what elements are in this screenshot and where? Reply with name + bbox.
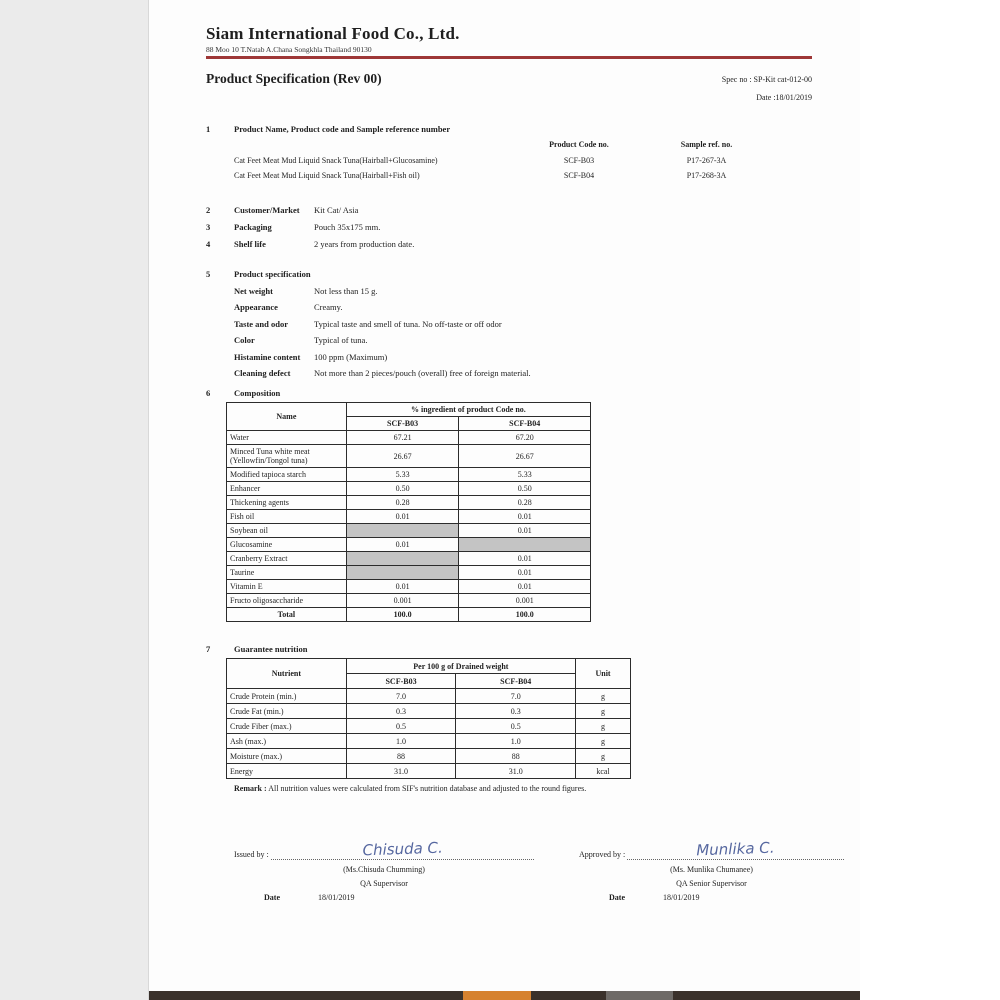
ingredient-value-na [346, 552, 459, 566]
product-name: Cat Feet Meat Mud Liquid Snack Tuna(Hairball+Fish oil) [234, 171, 420, 181]
background-left-margin [0, 0, 148, 1000]
ingredient-value-na [346, 566, 459, 580]
approved-by-block [579, 833, 844, 902]
table-row [227, 689, 631, 704]
nutrient-value: 0.3 [456, 704, 576, 719]
nutrient-value: 0.5 [456, 719, 576, 734]
footer-color-bar [149, 991, 860, 1000]
remark-label: Remark : [234, 784, 267, 794]
footer-bar-gray-segment [606, 991, 673, 1000]
spec-row [234, 302, 860, 312]
ingredient-name: Glucosamine [227, 538, 347, 552]
signature-line [271, 833, 534, 860]
date-label: Date [264, 893, 280, 903]
product-code: SCF-B03 [563, 156, 595, 166]
nutrient-unit: g [576, 719, 631, 734]
total-value: 100.0 [346, 608, 459, 622]
signature-area [206, 833, 860, 902]
nutrient-name: Ash (max.) [227, 734, 347, 749]
composition-col-scfb04: SCF-B04 [459, 417, 591, 431]
nutrient-name: Crude Fiber (max.) [227, 719, 347, 734]
ingredient-value: 0.01 [459, 510, 591, 524]
ingredient-value: 67.21 [346, 431, 459, 445]
issued-name: (Ms.Chisuda Chumming) [343, 865, 425, 875]
ingredient-value: 0.28 [459, 496, 591, 510]
letterhead-rule [206, 56, 812, 59]
ingredient-name: Fish oil [227, 510, 347, 524]
nutrition-table [226, 658, 631, 779]
nutrient-value: 31.0 [456, 764, 576, 779]
section-number: 2 [206, 205, 211, 216]
spec-value: Not more than 2 pieces/pouch (overall) free of foreign material. [314, 368, 531, 379]
nutrient-unit: g [576, 734, 631, 749]
nutrient-name: Crude Fat (min.) [227, 704, 347, 719]
section-product-names [206, 124, 860, 183]
approved-by-label: Approved by : [579, 850, 626, 860]
page-title: Product Specification (Rev 00) [206, 71, 382, 86]
issued-role: QA Supervisor [360, 878, 408, 888]
remark-text: All nutrition values were calculated from SIF's nutrition database and adjusted to the round figures. [268, 784, 587, 794]
spec-value: Typical taste and smell of tuna. No off-taste or off odor [314, 318, 502, 329]
ingredient-value: 0.01 [459, 580, 591, 594]
approved-signature: Munlika C. [696, 838, 775, 860]
spec-value: Typical of tuna. [314, 335, 368, 346]
document-page [148, 0, 860, 1000]
section-title: Composition [234, 388, 281, 399]
approved-name: (Ms. Munlika Chumanee) [670, 865, 753, 875]
table-row [227, 552, 591, 566]
table-row [227, 468, 591, 482]
section-title: Product Name, Product code and Sample reference number [234, 124, 451, 135]
nutrient-name: Crude Protein (min.) [227, 689, 347, 704]
nutrient-name: Moisture (max.) [227, 749, 347, 764]
section-product-specification [206, 269, 860, 378]
issued-by-label: Issued by : [234, 850, 269, 860]
nutrition-span-header: Per 100 g of Drained weight [346, 659, 575, 674]
total-value: 100.0 [459, 608, 591, 622]
issued-signature: Chisuda C. [361, 838, 443, 860]
ingredient-value: 0.01 [346, 510, 459, 524]
ingredient-value-na [459, 538, 591, 552]
ingredient-value: 0.001 [459, 594, 591, 608]
section-customer-market [206, 205, 860, 215]
spec-label: Appearance [234, 302, 278, 313]
letterhead [206, 24, 812, 106]
spec-label: Color [234, 335, 255, 346]
company-address: 88 Moo 10 T.Natab A.Chana Songkhla Thailand 90130 [206, 45, 372, 54]
composition-span-header: % ingredient of product Code no. [346, 403, 590, 417]
section-number: 3 [206, 222, 211, 233]
section-packaging [206, 222, 860, 232]
nutrient-unit: g [576, 704, 631, 719]
ingredient-name: Minced Tuna white meat (Yellowfin/Tongol tuna) [227, 445, 347, 468]
section-number: 5 [206, 269, 211, 280]
field-value: 2 years from production date. [314, 239, 415, 250]
section-number: 6 [206, 388, 211, 399]
ingredient-name: Vitamin E [227, 580, 347, 594]
nutrient-unit: kcal [576, 764, 631, 779]
spec-label: Cleaning defect [234, 368, 291, 379]
ingredient-value: 26.67 [346, 445, 459, 468]
ingredient-name: Water [227, 431, 347, 445]
ingredient-name: Soybean oil [227, 524, 347, 538]
ingredient-name: Fructo oligosaccharide [227, 594, 347, 608]
ingredient-value: 67.20 [459, 431, 591, 445]
ingredient-value: 26.67 [459, 445, 591, 468]
composition-header-row [227, 403, 591, 417]
spec-value: Creamy. [314, 302, 343, 313]
section-number: 4 [206, 239, 211, 250]
column-header-sample-ref: Sample ref. no. [680, 140, 733, 150]
field-label: Customer/Market [234, 205, 300, 216]
spec-meta [722, 71, 812, 106]
spec-label: Histamine content [234, 351, 301, 362]
spec-row [234, 286, 860, 296]
section-number: 1 [206, 124, 211, 135]
field-value: Pouch 35x175 mm. [314, 222, 381, 233]
footer-bar-orange-segment [463, 991, 531, 1000]
spec-label: Taste and odor [234, 318, 289, 329]
table-row [227, 764, 631, 779]
nutrition-header-row [227, 659, 631, 674]
spec-label: Net weight [234, 285, 273, 296]
spec-row [234, 335, 860, 345]
table-row [227, 566, 591, 580]
date-label: Date [609, 893, 625, 903]
total-label: Total [227, 608, 347, 622]
company-name: Siam International Food Co., Ltd. [206, 24, 460, 43]
spec-value: 100 ppm (Maximum) [314, 351, 388, 362]
nutrient-value: 7.0 [346, 689, 456, 704]
column-header-product-code: Product Code no. [549, 140, 609, 150]
table-row [227, 580, 591, 594]
spec-number: Spec no : SP-Kit cat-012-00 [721, 75, 812, 84]
signature-line [627, 833, 844, 860]
nutrition-remark [234, 784, 860, 793]
spec-row [234, 352, 860, 362]
product-list [234, 134, 860, 183]
section-title: Guarantee nutrition [234, 644, 308, 655]
nutrient-value: 0.3 [346, 704, 456, 719]
approved-role: QA Senior Supervisor [676, 878, 747, 888]
section-number: 7 [206, 644, 211, 655]
ingredient-value: 5.33 [459, 468, 591, 482]
nutrition-col-unit: Unit [576, 659, 631, 689]
nutrient-value: 1.0 [346, 734, 456, 749]
spec-value: Not less than 15 g. [314, 285, 378, 296]
ingredient-value: 0.50 [459, 482, 591, 496]
spec-row [234, 319, 860, 329]
nutrient-name: Energy [227, 764, 347, 779]
spec-row [234, 368, 860, 378]
section-title: Product specification [234, 269, 311, 280]
ingredient-value: 0.28 [346, 496, 459, 510]
table-row [227, 510, 591, 524]
issued-date: 18/01/2019 [318, 893, 355, 903]
nutrition-col-scfb03: SCF-B03 [346, 674, 456, 689]
nutrient-value: 31.0 [346, 764, 456, 779]
ingredient-value: 0.01 [346, 538, 459, 552]
nutrition-col-nutrient: Nutrient [227, 659, 347, 689]
product-code: SCF-B04 [563, 171, 595, 181]
nutrient-value: 7.0 [456, 689, 576, 704]
field-label: Packaging [234, 222, 272, 233]
nutrient-value: 0.5 [346, 719, 456, 734]
nutrient-unit: g [576, 689, 631, 704]
section-shelf-life [206, 239, 860, 249]
table-row [227, 431, 591, 445]
nutrition-col-scfb04: SCF-B04 [456, 674, 576, 689]
field-value: Kit Cat/ Asia [314, 205, 359, 216]
field-label: Shelf life [234, 239, 266, 250]
table-row [227, 445, 591, 468]
nutrient-value: 88 [456, 749, 576, 764]
spec-date: Date :18/01/2019 [756, 92, 812, 102]
ingredient-value: 0.001 [346, 594, 459, 608]
ingredient-value: 0.01 [346, 580, 459, 594]
table-row [227, 594, 591, 608]
composition-col-name: Name [227, 403, 347, 431]
ingredient-value: 0.01 [459, 566, 591, 580]
issued-by-block [234, 833, 534, 902]
composition-col-scfb03: SCF-B03 [346, 417, 459, 431]
ingredient-name: Modified tapioca starch [227, 468, 347, 482]
nutrient-unit: g [576, 749, 631, 764]
table-row [227, 482, 591, 496]
table-row [227, 704, 631, 719]
sample-ref: P17-267-3A [686, 156, 727, 166]
ingredient-value-na [346, 524, 459, 538]
nutrient-value: 88 [346, 749, 456, 764]
table-row [227, 524, 591, 538]
table-row [227, 749, 631, 764]
ingredient-name: Enhancer [227, 482, 347, 496]
composition-total-row [227, 608, 591, 622]
approved-date: 18/01/2019 [663, 893, 700, 903]
section-guarantee-nutrition [206, 644, 860, 793]
table-row [227, 496, 591, 510]
ingredient-name: Thickening agents [227, 496, 347, 510]
nutrient-value: 1.0 [456, 734, 576, 749]
section-composition [206, 388, 860, 622]
composition-table [226, 402, 591, 622]
ingredient-value: 0.01 [459, 524, 591, 538]
sample-ref: P17-268-3A [686, 171, 727, 181]
table-row [227, 734, 631, 749]
table-row [227, 719, 631, 734]
product-name: Cat Feet Meat Mud Liquid Snack Tuna(Hairball+Glucosamine) [234, 156, 438, 166]
ingredient-name: Cranberry Extract [227, 552, 347, 566]
ingredient-value: 0.01 [459, 552, 591, 566]
ingredient-value: 0.50 [346, 482, 459, 496]
ingredient-name: Taurine [227, 566, 347, 580]
ingredient-value: 5.33 [346, 468, 459, 482]
table-row [227, 538, 591, 552]
